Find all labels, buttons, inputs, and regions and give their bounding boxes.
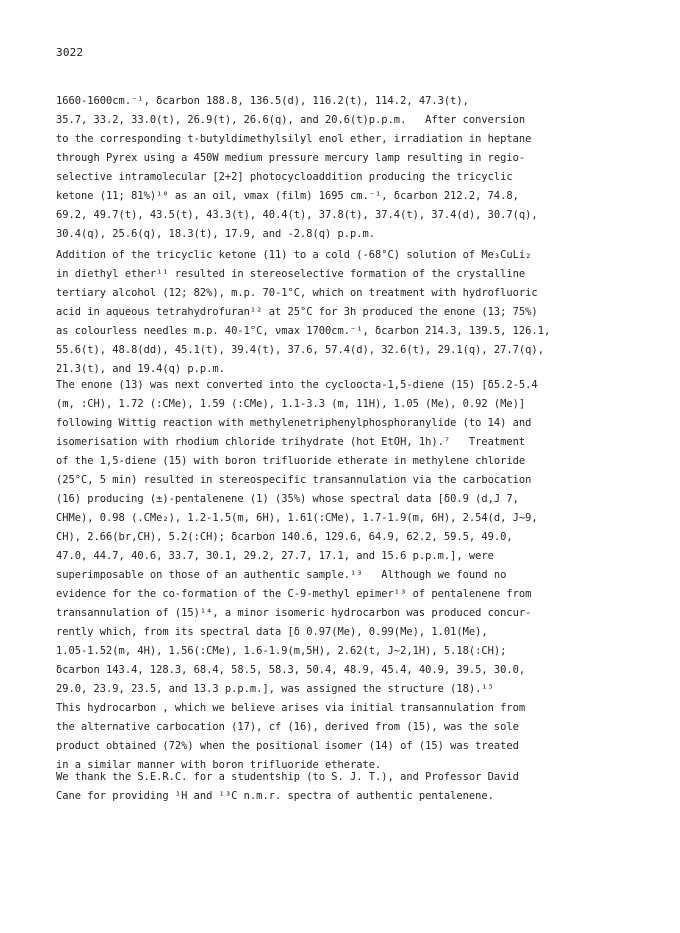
text-line: 1660-1600cm.⁻¹, δcarbon 188.8, 136.5(d), 116.2(t), 114.2, 47.3(t), <box>56 95 469 107</box>
text-line: superimposable on those of an authentic sample.¹³ Although we found no <box>56 569 507 581</box>
text-line: 30.4(q), 25.6(q), 18.3(t), 17.9, and -2.8(q) p.p.m. <box>56 228 376 240</box>
text-line: product obtained (72%) when the positional isomer (14) of (15) was treated <box>56 740 519 752</box>
text-line: Cane for providing ¹H and ¹³C n.m.r. spectra of authentic pentalenene. <box>56 790 494 802</box>
text-line: Addition of the tricyclic ketone (11) to a cold (-68°C) solution of Me₃CuLi₂ <box>56 249 532 261</box>
text-line: δcarbon 143.4, 128.3, 68.4, 58.5, 58.3, 50.4, 48.9, 45.4, 40.9, 39.5, 30.0, <box>56 664 526 676</box>
text-line: 35.7, 33.2, 33.0(t), 26.9(t), 26.6(q), and 20.6(t)p.p.m. After conversion <box>56 114 526 126</box>
text-line: through Pyrex using a 450W medium pressure mercury lamp resulting in regio- <box>56 152 526 164</box>
text-line: transannulation of (15)¹⁴, a minor isomeric hydrocarbon was produced concur- <box>56 607 532 619</box>
text-line: evidence for the co-formation of the C-9-methyl epimer¹³ of pentalenene from <box>56 588 532 600</box>
text-line: selective intramolecular [2+2] photocycloaddition producing the tricyclic <box>56 171 513 183</box>
text-line: CH), 2.66(br,CH), 5.2(:CH); δcarbon 140.6, 129.6, 64.9, 62.2, 59.5, 49.0, <box>56 531 513 543</box>
text-line: the alternative carbocation (17), cf (16), derived from (15), was the sole <box>56 721 519 733</box>
text-line: rently which, from its spectral data [δ 0.97(Me), 0.99(Me), 1.01(Me), <box>56 626 488 638</box>
text-line: ketone (11; 81%)¹⁰ as an oil, νmax (film) 1695 cm.⁻¹, δcarbon 212.2, 74.8, <box>56 190 519 202</box>
paragraph-acknowledgement <box>56 768 642 806</box>
text-line: to the corresponding t-butyldimethylsilyl enol ether, irradiation in heptane <box>56 133 532 145</box>
text-line: 69.2, 49.7(t), 43.5(t), 43.3(t), 40.4(t), 37.8(t), 37.4(t), 37.4(d), 30.7(q), <box>56 209 538 221</box>
text-line: in a similar manner with boron trifluoride etherate. <box>56 759 382 771</box>
text-line: This hydrocarbon , which we believe arises via initial transannulation from <box>56 702 526 714</box>
text-line: (25°C, 5 min) resulted in stereospecific transannulation via the carbocation <box>56 474 532 486</box>
text-line: of the 1,5-diene (15) with boron trifluoride etherate in methylene chloride <box>56 455 526 467</box>
text-line: in diethyl ether¹¹ resulted in stereoselective formation of the crystalline <box>56 268 526 280</box>
paragraph-enone <box>56 376 642 775</box>
text-line: CHMe), 0.98 (.CMe₂), 1.2-1.5(m, 6H), 1.61(:CMe), 1.7-1.9(m, 6H), 2.54(d, J~9, <box>56 512 538 524</box>
text-line: (m, :CH), 1.72 (:CMe), 1.59 (:CMe), 1.1-3.3 (m, 11H), 1.05 (Me), 0.92 (Me)] <box>56 398 526 410</box>
paragraph-conversion <box>56 92 642 244</box>
text-line: The enone (13) was next converted into the cycloocta-1,5-diene (15) [δ5.2-5.4 <box>56 379 538 391</box>
text-line: We thank the S.E.R.C. for a studentship (to S. J. T.), and Professor David <box>56 771 519 783</box>
paragraph-addition <box>56 246 642 379</box>
text-line: 1.05-1.52(m, 4H), 1.56(:CMe), 1.6-1.9(m,5H), 2.62(t, J~2,1H), 5.18(:CH); <box>56 645 507 657</box>
text-line: 29.0, 23.9, 23.5, and 13.3 p.p.m.], was assigned the structure (18).¹⁵ <box>56 683 494 695</box>
text-line: acid in aqueous tetrahydrofuran¹² at 25°C for 3h produced the enone (13; 75%) <box>56 306 538 318</box>
text-line: following Wittig reaction with methylenetriphenylphosphoranylide (to 14) and <box>56 417 532 429</box>
text-line: isomerisation with rhodium chloride trihydrate (hot EtOH, 1h).⁷ Treatment <box>56 436 526 448</box>
text-line: (16) producing (±)-pentalenene (1) (35%) whose spectral data [δ0.9 (d,J 7, <box>56 493 519 505</box>
text-line: 21.3(t), and 19.4(q) p.p.m. <box>56 363 225 375</box>
text-line: 55.6(t), 48.8(dd), 45.1(t), 39.4(t), 37.6, 57.4(d), 32.6(t), 29.1(q), 27.7(q), <box>56 344 544 356</box>
text-line: tertiary alcohol (12; 82%), m.p. 70-1°C, which on treatment with hydrofluoric <box>56 287 538 299</box>
text-line: as colourless needles m.p. 40-1°C, νmax 1700cm.⁻¹, δcarbon 214.3, 139.5, 126.1, <box>56 325 551 337</box>
page-number: 3022 <box>56 46 84 59</box>
text-line: 47.0, 44.7, 40.6, 33.7, 30.1, 29.2, 27.7, 17.1, and 15.6 p.p.m.], were <box>56 550 494 562</box>
